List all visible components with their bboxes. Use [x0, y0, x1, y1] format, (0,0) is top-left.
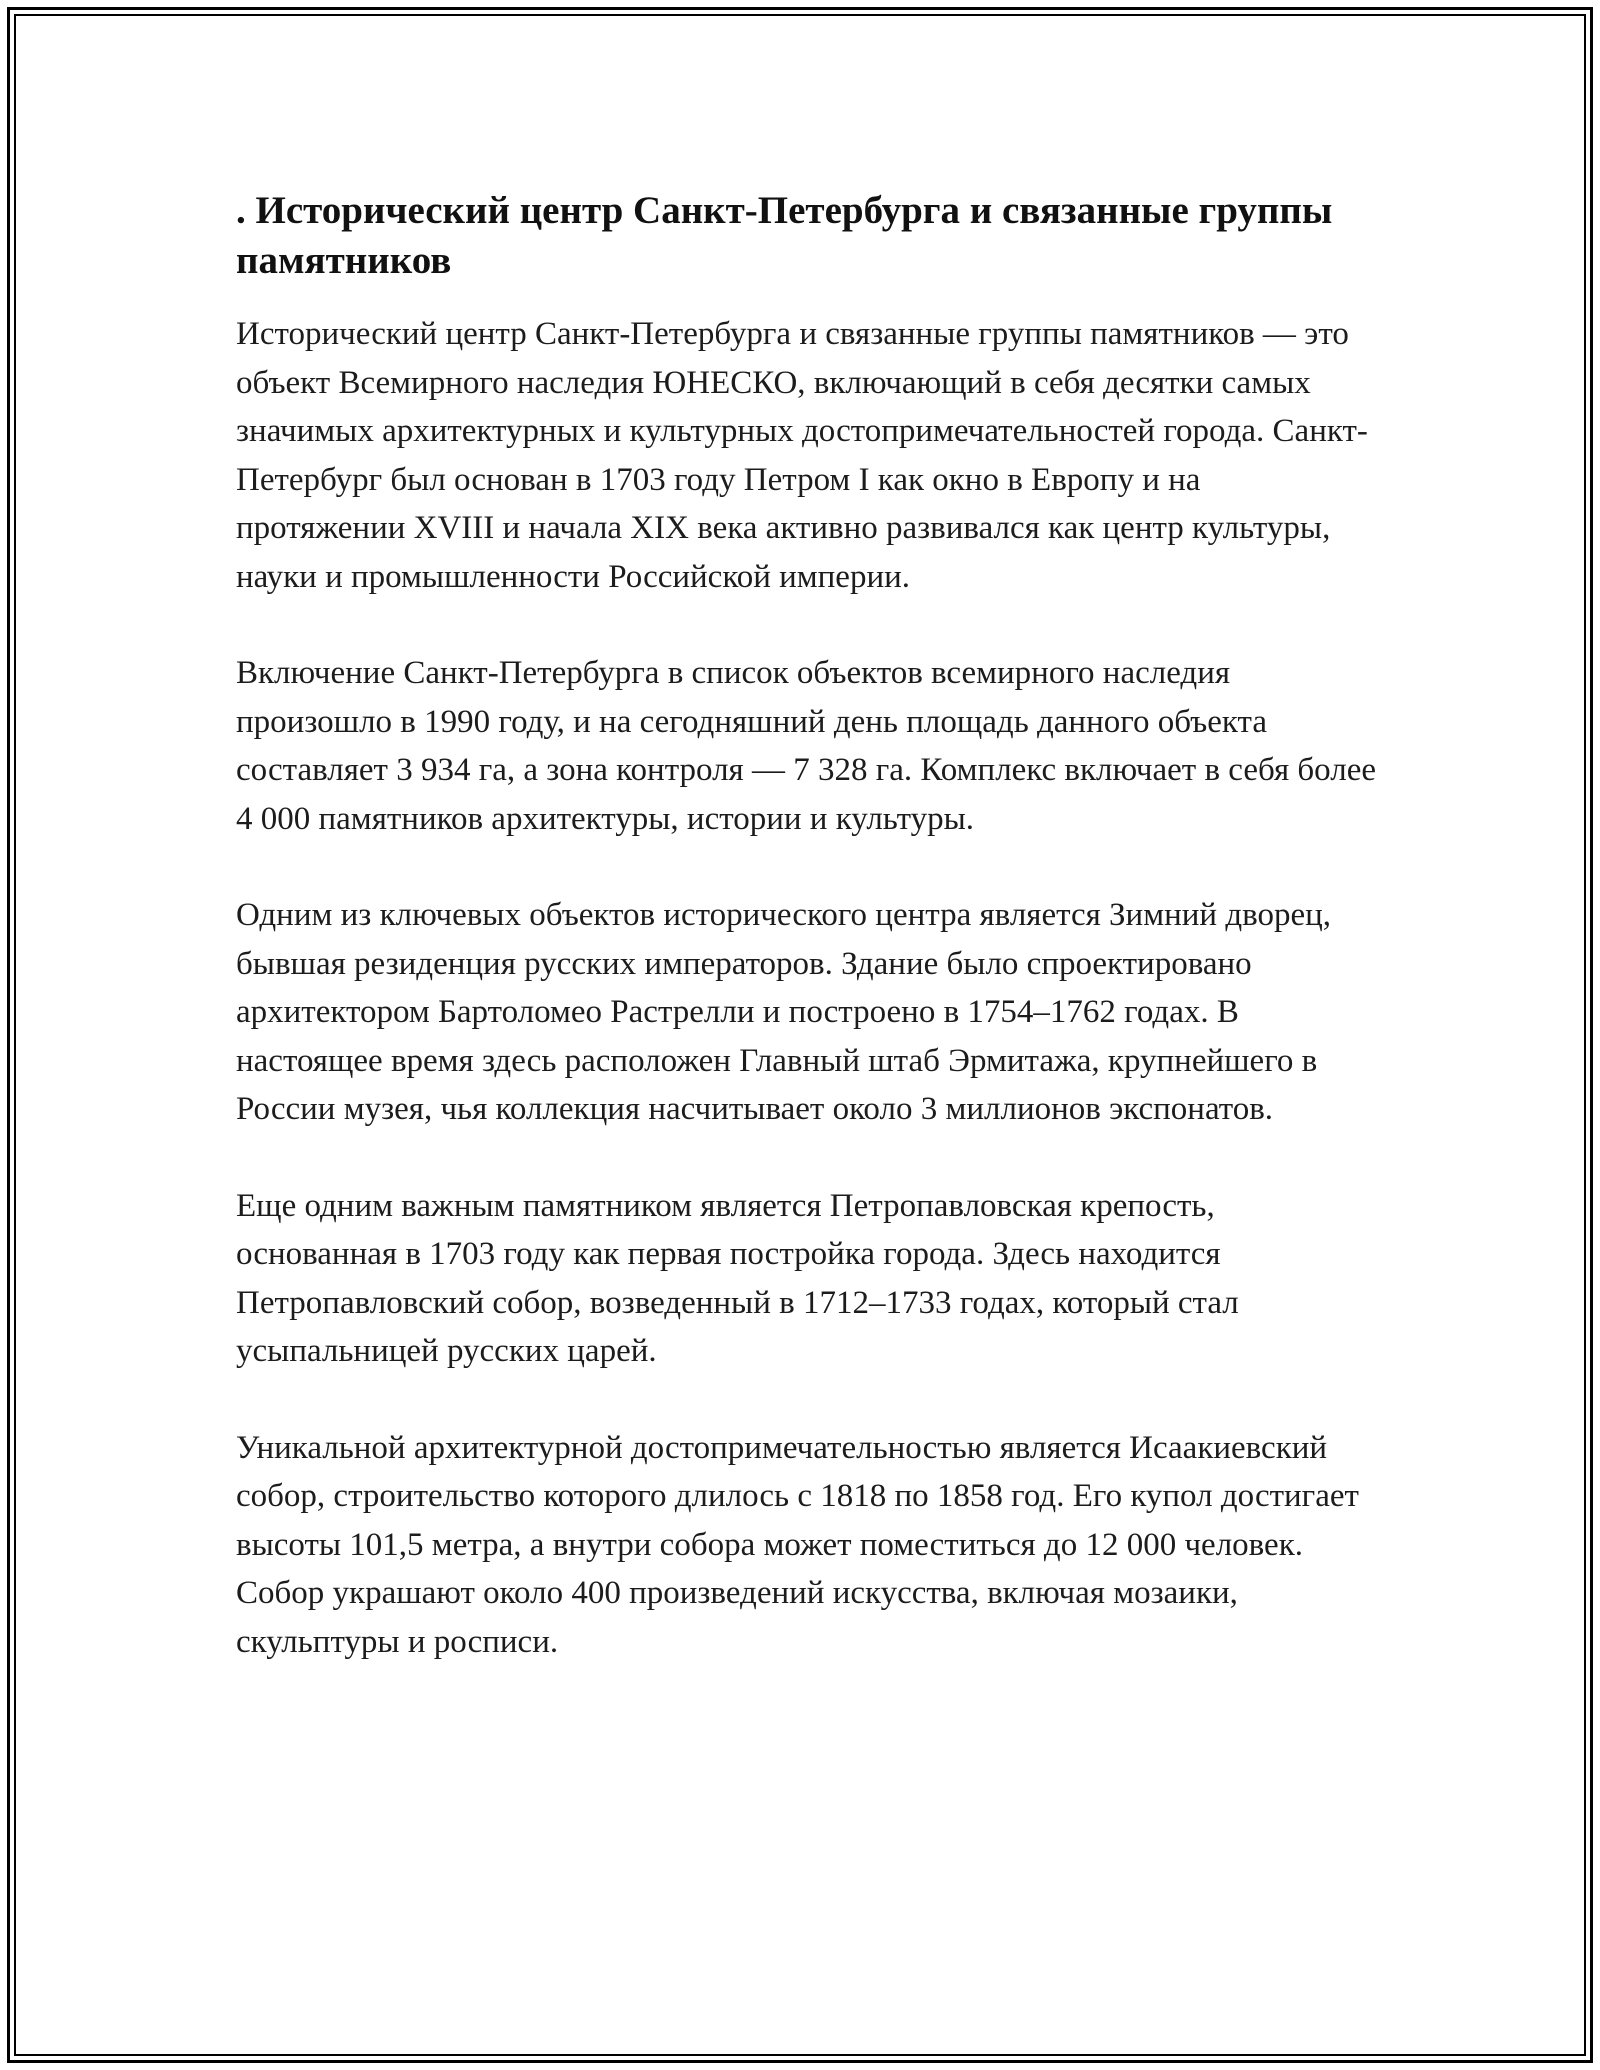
paragraph-peter-paul-fortress: Еще одним важным памятником является Петропавловская крепость, основанная в 1703 году как первая постройка города. Здесь находится Петропавловский собор, возведенный в 1712–1733 годах, который стал усыпальницей русских царей. — [236, 1187, 1239, 1369]
paragraph-st-isaacs-cathedral: Уникальной архитектурной достопримечательностью является Исаакиевский собор, строительство которого длилось с 1818 по 1858 год. Его купол достигает высоты 101,5 метра, а внутри собора может поместиться до 12 000 человек. Собор украшают около 400 произведений искусства, включая мозаики, скульптуры и росписи. — [236, 1429, 1359, 1660]
paragraph-winter-palace: Одним из ключевых объектов исторического центра является Зимний дворец, бывшая резиденция русских императоров. Здание было спроектировано архитектором Бартоломео Растрелли и построено в 1754–1762 годах. В настоящее время здесь расположен Главный штаб Эрмитажа, крупнейшего в России музея, чья коллекция насчитывает около 3 миллионов экспонатов. — [236, 897, 1332, 1127]
paragraph-unesco-inclusion: Включение Санкт-Петербурга в список объектов всемирного наследия произошло в 1990 году, и на сегодняшний день площадь данного объекта составляет 3 934 га, а зона контроля — 7 328 га. Комплекс включает в себя более 4 000 памятников архитектуры, истории и культуры. — [236, 655, 1376, 837]
document-title: . Исторический центр Санкт-Петербурга и связанные группы памятников — [236, 189, 1333, 282]
document-body — [236, 186, 1376, 1714]
paragraph-intro: Исторический центр Санкт-Петербурга и связанные группы памятников — это объект Всемирного наследия ЮНЕСКО, включающий в себя десятки самых значимых архитектурных и культурных достопримечательностей города. Санкт-Петербург был основан в 1703 году Петром I как окно в Европу и на протяжении XVIII и начала XIX века активно развивался как центр культуры, науки и промышленности Российской империи. — [236, 316, 1368, 595]
